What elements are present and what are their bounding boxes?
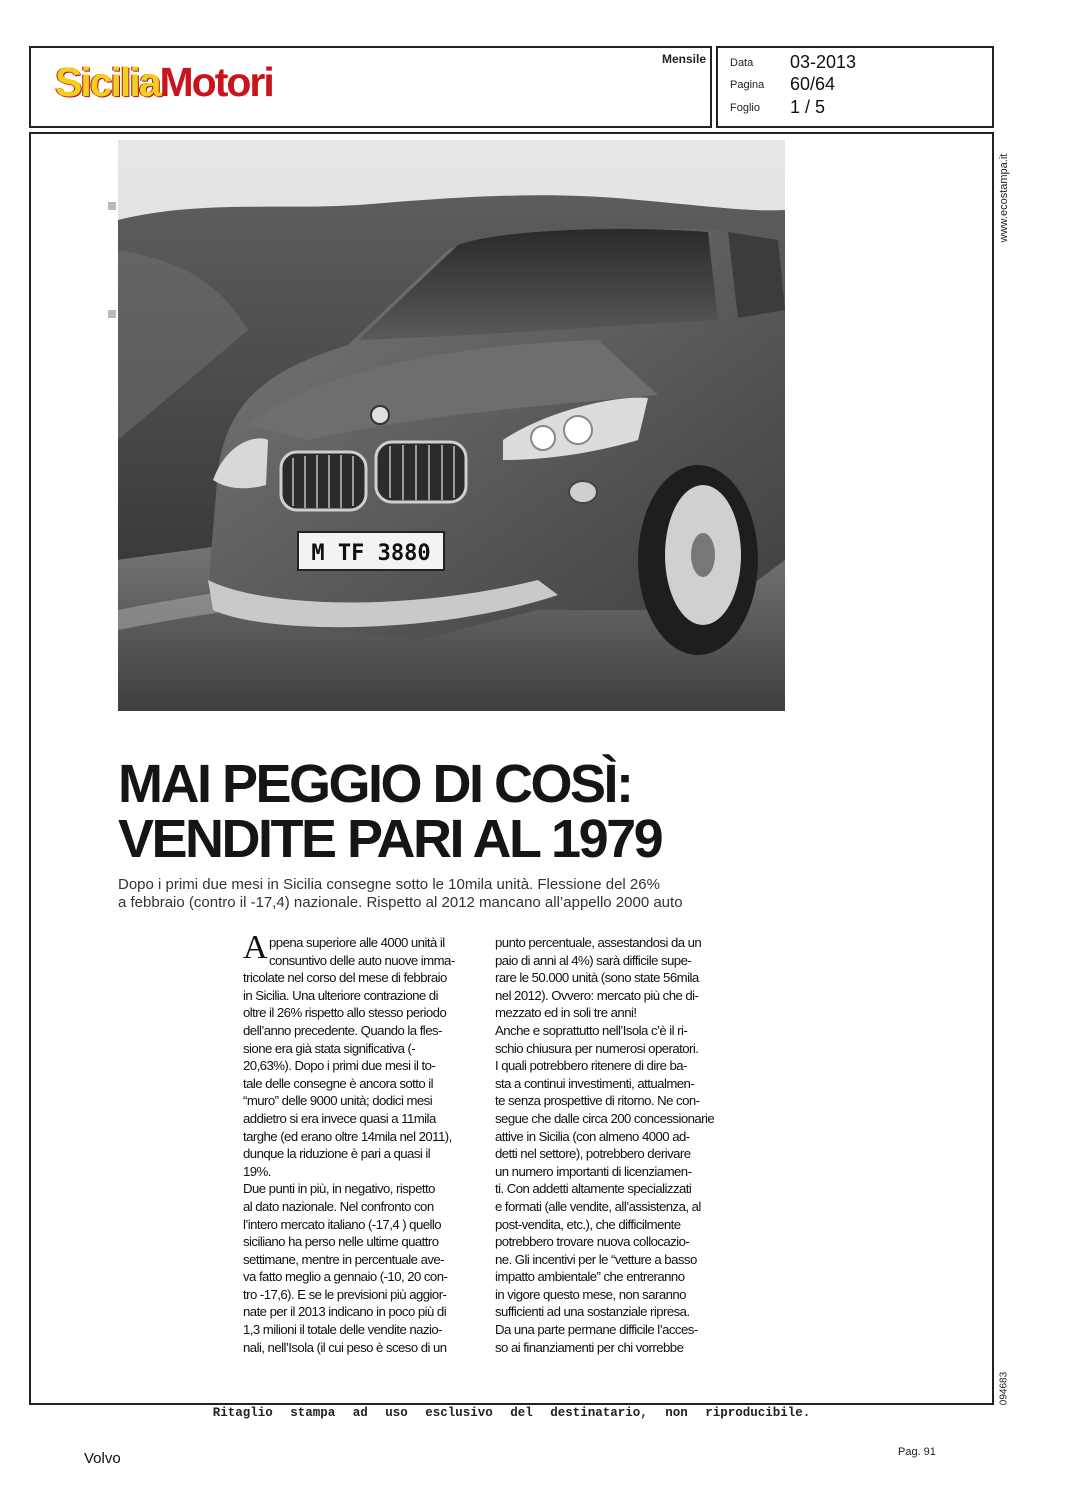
article-text-line: sufficienti ad una sostanziale ripresa. [495, 1304, 690, 1320]
meta-label: Data [730, 56, 754, 69]
headline-line: MAI PEGGIO DI COSÌ: [118, 754, 632, 814]
article-text-line: paio di anni al 4%) sarà difficile supe- [495, 952, 692, 968]
meta-row-sheet [730, 97, 825, 119]
article-text-line: te senza prospettive di ritorno. Ne con- [495, 1093, 700, 1109]
article-text-line: 20,63%). Dopo i primi due mesi il to- [243, 1058, 436, 1074]
article-text-line: nel 2012). Ovvero: mercato più che di- [495, 987, 699, 1003]
side-url [996, 145, 1012, 255]
article-text-line: al dato nazionale. Nel confronto con [243, 1198, 434, 1214]
article-text-line: tro -17,6). E se le previsioni più aggior- [243, 1286, 447, 1302]
article-column-2 [495, 934, 729, 1356]
article-subhead [118, 876, 758, 912]
meta-label: Pagina [730, 78, 765, 91]
headline-line: VENDITE PARI AL 1979 [118, 809, 662, 869]
article-text-line: segue che dalle circa 200 concessionarie [495, 1110, 715, 1126]
article-text-line: targhe (ed erano oltre 14mila nel 2011), [243, 1128, 452, 1144]
license-plate-text: M TF 3880 [311, 541, 431, 566]
article-text-line: potrebbero trovare nuova collocazio- [495, 1234, 690, 1250]
scan-marker [108, 202, 116, 210]
article-text-line: consuntivo delle auto nuove imma- [269, 952, 455, 968]
article-text-line: post-vendita, etc.), che difficilmente [495, 1216, 681, 1232]
article-text-line: addietro si era invece quasi a 11mila [243, 1110, 436, 1126]
meta-value: 03-2013 [790, 52, 857, 72]
logo-part-sicilia: Sicilia [55, 59, 160, 105]
publication-logo [55, 59, 273, 105]
article-text-line: ne. Gli incentivi per le “vetture a basso [495, 1251, 697, 1267]
article-text-line: so ai finanziamenti per chi vorrebbe [495, 1339, 684, 1355]
car-photo [118, 140, 785, 711]
meta-row-date [730, 52, 856, 74]
article-text-line: Anche e soprattutto nell’Isola c’è il ri- [495, 1022, 688, 1038]
masthead-box [29, 46, 712, 128]
article-text-line: tale delle consegne è ancora sotto il [243, 1075, 434, 1091]
article-text-line: rare le 50.000 unità (sono state 56mila [495, 970, 699, 986]
client-label: Volvo [84, 1450, 121, 1467]
logo-part-motori: Motori [159, 59, 273, 105]
side-code [996, 1365, 1012, 1415]
article-text-line: I quali potrebbero ritenere di dire ba- [495, 1058, 687, 1074]
article-text-line: sta a continui investimenti, attualmen- [495, 1075, 695, 1091]
article-text-line: un numero importanti di licenziamen- [495, 1163, 692, 1179]
meta-value: 60/64 [790, 74, 836, 94]
article-text-line: impatto ambientale” che entreranno [495, 1269, 685, 1285]
article-headline [118, 754, 818, 869]
article-text-line: in Sicilia. Una ulteriore contrazione di [243, 987, 438, 1003]
article-text-line: Due punti in più, in negativo, rispetto [243, 1181, 435, 1197]
side-code-text: 094683 [998, 1371, 1010, 1406]
side-url-text: www.ecostampa.it [998, 153, 1010, 243]
issue-meta-box [716, 46, 994, 128]
meta-label: Foglio [730, 101, 760, 114]
article-text-line: ppena superiore alle 4000 unità il [269, 935, 445, 950]
subhead-line: Dopo i primi due mesi in Sicilia consegne sotto le 10mila unità. Flessione del 26% [118, 876, 660, 893]
article-text-line: tricolate nel corso del mese di febbraio [243, 970, 447, 986]
article-text-line: e formati (alle vendite, all’assistenza, al [495, 1198, 701, 1214]
article-text-line: nali, nell’Isola (il cui peso è sceso di un [243, 1339, 447, 1355]
article-text-line: in vigore questo mese, non saranno [495, 1286, 686, 1302]
meta-value: 1 / 5 [790, 97, 826, 117]
article-text-line: l’intero mercato italiano (-17,4 ) quello [243, 1216, 442, 1232]
subhead-line: a febbraio (contro il -17,4) nazionale. Rispetto al 2012 mancano all’appello 2000 auto [118, 894, 683, 911]
article-text-line: settimane, mentre in percentuale ave- [243, 1251, 445, 1267]
article-text-line: siciliano ha perso nelle ultime quattro [243, 1234, 439, 1250]
article-text-line: mezzato ed in soli tre anni! [495, 1005, 637, 1021]
scan-marker [108, 310, 116, 318]
article-text-line: attive in Sicilia (con almeno 4000 ad- [495, 1128, 690, 1144]
article-text-line: dunque la riduzione è pari a quasi il [243, 1146, 431, 1162]
periodicity-label: Mensile [661, 52, 706, 66]
article-text-line: ti. Con addetti altamente specializzati [495, 1181, 692, 1197]
reproduction-notice: Ritaglio stampa ad uso esclusivo del destinatario, non riproducibile. [212, 1406, 811, 1420]
article-text-line: va fatto meglio a gennaio (-10, 20 con- [243, 1269, 448, 1285]
article-text-line: “muro” delle 9000 unità; dodici mesi [243, 1093, 433, 1109]
article-column-1 [243, 929, 477, 1356]
article-text-line: nate per il 2013 indicano in poco più di [243, 1304, 447, 1320]
meta-row-page [730, 74, 835, 96]
car-photo-illustration [118, 140, 785, 711]
article-text-line: detti nel settore), potrebbero derivare [495, 1146, 691, 1162]
article-text-line: oltre il 26% rispetto allo stesso periodo [243, 1005, 447, 1021]
article-text-line: 19%. [243, 1163, 271, 1179]
article-text-line: 1,3 milioni il totale delle vendite nazio- [243, 1322, 443, 1338]
article-text-line: Da una parte permane difficile l’acces- [495, 1322, 698, 1338]
article-text-line: sione era già stata significativa (- [243, 1040, 416, 1056]
article-text-line: punto percentuale, assestandosi da un [495, 935, 702, 950]
page-number: Pag. 91 [898, 1446, 936, 1458]
article-text-line: schio chiusura per numerosi operatori. [495, 1040, 699, 1056]
article-text-line: dell’anno precedente. Quando la fles- [243, 1022, 442, 1038]
drop-cap: A [243, 929, 268, 966]
